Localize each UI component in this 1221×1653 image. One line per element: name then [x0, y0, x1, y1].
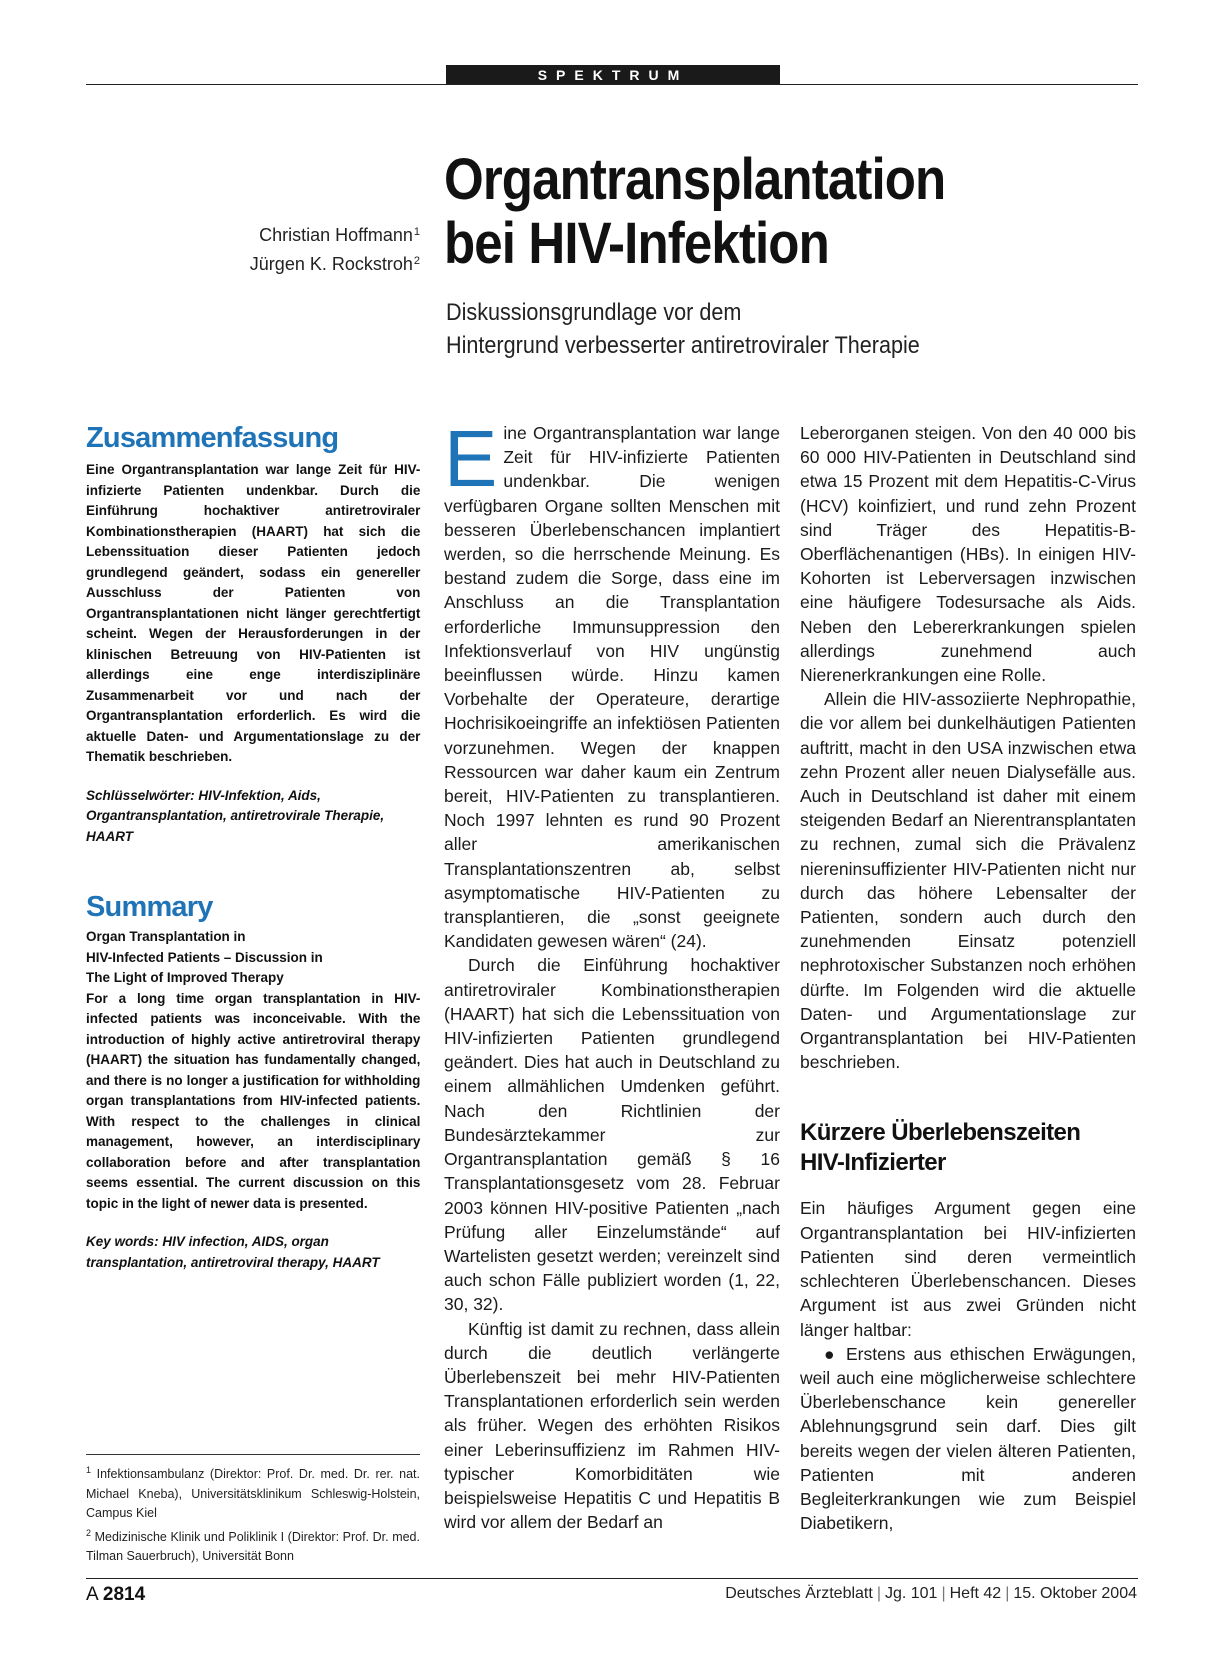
body-paragraph: Leberorganen steigen. Von den 40 000 bis 60 000 HIV-Patienten in Deutschland sind etwa 15 Prozent mit dem Hepatitis-C-Virus (HCV) koinfiziert, und rund zehn Prozent sind Träger des Hepatitis-B-Oberflächenantigen (HBs). In einigen HIV-Kohorten ist Leberversagen inzwischen eine häufigere Todesursache als Aids. Neben den Lebererkrankungen spielen allerdings zunehmend auch Nierenerkrankungen eine Rolle. — [800, 423, 1136, 686]
schluesselwoerter: Schlüsselwörter: HIV-Infektion, Aids, Organtransplantation, antiretrovirale Therapie, HAART — [86, 787, 385, 845]
zusammenfassung-text: Eine Organtransplantation war lange Zeit für HIV-infizierte Patienten undenkbar. Durch die Einführung hochaktiver antiretroviraler Kombinationstherapien (HAART) hat sich die Lebenssituation dieser Patienten jedoch grundlegend geändert, sodass ein genereller Ausschluss der Patienten von Organtransplantationen nicht länger gerechtfertigt scheint. Wegen der Herausforderungen in der klinischen Betreuung von HIV-Patienten ist allerdings eine enge interdisziplinäre Zusammenarbeit vor und nach der Organtransplantation erforderlich. Es wird die aktuelle Daten- und Argumentationslage zu der Thematik beschrieben. — [86, 462, 421, 765]
article-title: Organtransplantation bei HIV-Infektion — [444, 147, 946, 276]
author: Jürgen K. Rockstroh$^2$ — [249, 254, 420, 274]
summary-text: Organ Transplantation in HIV-Infected Patients – Discussion in The Light of Improved Therapy For a long time organ transplantation in HIV-infected patients was inconceivable. With the introduction of highly active antiretroviral therapy (HAART) the situation has fundamentally changed, and there is no longer a justification for withholding organ transplantations from HIV-infected patients. With respect to the challenges in clinical management, however, an interdisciplinary collaboration before and after transplantation seems essential. The current discussion on this topic in the light of newer data is presented. — [86, 929, 421, 1212]
body-column-1 — [444, 414, 780, 1534]
body-paragraph: Allein die HIV-assoziierte Nephropathie, die vor allem bei dunkelhäutigen Patienten auftritt, macht in den USA inzwischen etwa zehn Prozent aller neuen Dialysefälle aus. Auch in Deutschland ist daher mit einem steigenden Bedarf an Nierentransplantaten zu rechnen, zumal sich die Prävalenz niereninsuffizienter HIV-Patienten nicht nur durch das höhere Lebensalter der Patienten, sondern auch durch den zunehmenden Einsatz potenziell nephrotoxischer Substanzen noch erhöhen dürfte. Im Folgenden wird die aktuelle Daten- und Argumentationslage zur Organtransplantation bei HIV-Patienten beschrieben. — [800, 689, 1136, 1073]
drop-cap: E — [444, 414, 498, 503]
article-subtitle: Diskussionsgrundlage vor dem Hintergrund verbesserter antiretroviraler Therapie — [446, 299, 920, 359]
body-paragraph: Durch die Einführung hochaktiver antiretroviraler Kombinationstherapien (HAART) hat sich die Lebenssituation von HIV-infizierten Patienten grundlegend geändert. Dies hat auch in Deutschland zu einem allmählichen Umdenken geführt. Nach den Richtlinien der Bundesärztekammer zur Organtransplantation gemäß § 16 Transplantationsgesetz vom 28. Februar 2003 können HIV-positive Patienten „nach Prüfung aller Einzelumstände“ auf Wartelisten gesetzt werden; vereinzelt sind auch schon Fälle publiziert worden (1, 22, 30, 32). — [444, 955, 780, 1315]
footnote: $^2$ Medizinische Klinik und Poliklinik I (Direktor: Prof. Dr. med. Tilman Sauerbruch), Universität Bonn — [86, 1527, 420, 1564]
zusammenfassung-heading: Zusammenfassung — [86, 422, 339, 454]
section-label: SPEKTRUM — [446, 65, 780, 85]
footer-rule — [86, 1578, 1138, 1579]
body-column-2 — [800, 421, 1136, 1535]
journal-citation: Deutsches Ärzteblatt | Jg. 101 | Heft 42 | 15. Oktober 2004 — [725, 1585, 1137, 1602]
bullet-paragraph: ● Erstens aus ethischen Erwägungen, weil auch eine möglicherweise schlechtere Überlebenschance kein genereller Ablehnungsgrund sein darf. Dies gilt bereits wegen der vielen älteren Patienten, Patienten mit anderen Begleiterkrankungen wie zum Beispiel Diabetikern, — [800, 1343, 1136, 1534]
author-list — [180, 219, 420, 277]
footnotes — [86, 1454, 420, 1567]
section-heading: Kürzere Überlebenszeiten HIV-Infizierter — [800, 1119, 1081, 1177]
body-paragraph: Künftig ist damit zu rechnen, dass allein durch die deutlich verlängerte Überlebenszeit bei mehr HIV-Patienten Transplantationen erforderlich sein werden als früher. Wegen des erhöhten Risikos einer Leberinsuffizienz im Rahmen HIV-typischer Komorbiditäten wie beispielsweise Hepatitis C und Hepatitis B wird vor allem der Bedarf an — [444, 1318, 780, 1533]
body-paragraph: Eine Organtransplantation war lange Zeit für HIV-infizierte Patienten undenkbar. Die wenigen verfügbaren Organe sollten Menschen mit besseren Überlebenschancen implantiert werden, so die herrschende Meinung. Es bestand zudem die Sorge, dass eine im Anschluss an die Transplantation erforderliche Immunsuppression den Infektionsverlauf von HIV ungünstig beeinflussen würde. Hinzu kamen Vorbehalte der Operateure, derartige Hochrisikoeingriffe an infektiösen Patienten vorzunehmen. Wegen der knappen Ressourcen war daher kaum ein Zentrum bereit, HIV-Patienten zu transplantieren. Noch 1997 lehnten es rund 90 Prozent aller amerikanischen Transplantationszentren ab, selbst asymptomatische HIV-Patienten zu transplantieren, die „sonst geeignete Kandidaten gewesen wären“ (24). — [444, 414, 780, 952]
footnote: $^1$ Infektionsambulanz (Direktor: Prof. Dr. med. Dr. rer. nat. Michael Kneba), Universitätsklinikum Schleswig-Holstein, Campus Kiel — [86, 1465, 420, 1521]
summary-subtitle: HIV-Infected Patients – Discussion in — [86, 949, 323, 966]
body-paragraph: Ein häufiges Argument gegen eine Organtransplantation bei HIV-infizierten Patienten sind deren vermeintlich schlechteren Überlebenschancen. Dieses Argument ist aus zwei Gründen nicht länger haltbar: — [800, 1198, 1136, 1340]
abstract-column — [86, 420, 420, 1273]
page-number: A 2814 — [86, 1584, 146, 1605]
author: Christian Hoffmann$^1$ — [259, 225, 420, 245]
summary-subtitle: Organ Transplantation in — [86, 929, 246, 945]
summary-subtitle: The Light of Improved Therapy — [86, 970, 284, 986]
key-words: Key words: HIV infection, AIDS, organ transplantation, antiretroviral therapy, HAART — [86, 1234, 380, 1271]
summary-heading: Summary — [86, 891, 213, 923]
header-rule — [86, 84, 1138, 85]
